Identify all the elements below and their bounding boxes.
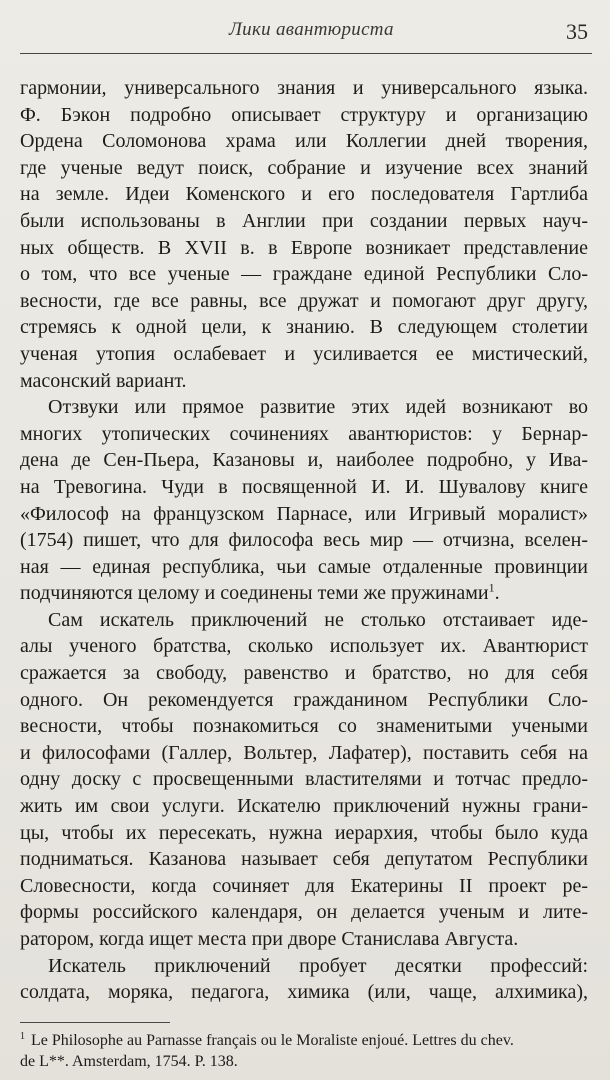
text-line: Искатель приключений пробует десятки профессий: [48,954,588,977]
text-line: были использованы в Англии при создании первых науч- [20,209,588,232]
text-line: одного. Он рекомендуется гражданином Республики Сло- [20,688,588,711]
running-title: Лики авантюриста [229,19,394,40]
text-line: подниматься. Казанова называет себя депутатом Республики [20,848,588,871]
text-line: жить им свои услуги. Искателю приключений нужны грани- [20,795,588,818]
text-line: Ордена Соломонова храма или Коллегии дней творения, [20,130,588,153]
page-number: 35 [566,19,588,44]
header-rule [20,53,592,54]
text-line: алы ученого братства, сколько использует их. Авантюрист [20,635,588,658]
text-line: ных обществ. В XVII в. в Европе возникает представление [20,236,588,259]
footnote-reference: 1 [488,580,495,595]
footnote-line: de L**. Amsterdam, 1754. P. 138. [20,1053,238,1070]
text-line: на Тревогина. Чуди в посвященной И. И. Шувалову книге [20,475,588,498]
text-line: солдата, моряка, педагога, химика (или, чаще, алхимика), [20,981,588,1004]
text-line: «Философ на французском Парнасе, или Игривый моралист» [20,502,588,525]
text-line: Сам искатель приключений не столько отстаивает иде- [48,608,588,631]
main-text [20,75,588,1006]
text-line: дена де Сен-Пьера, Казановы и, наиболее подробно, у Ива- [20,449,588,472]
text-line: и философами (Галлер, Вольтер, Лафатер), поставить себя на [20,741,588,764]
text-line-with-footnote: подчиняются целому и соединены теми же пружинами$^1$. [20,580,500,605]
text-line: гармонии, универсального знания и универсального языка. [20,77,588,99]
text-line: стремясь к одной цели, к знанию. В следующем столетии [20,316,588,339]
footnote-rule [20,1022,170,1023]
text-line: на земле. Идеи Коменского и его последователя Гартлиба [20,183,588,206]
text-line-content: подчиняются целому и соединены теми же пружинами [20,582,489,605]
text-line: многих утопических сочинениях авантюристов: у Бернар- [20,422,588,445]
text-line: Словесности, когда сочиняет для Екатерины II проект ре- [20,874,588,897]
footnote [20,1030,590,1072]
text-line: Ф. Бэкон подробно описывает структуру и организацию [20,103,588,126]
text-line: ратором, когда ищет места при дворе Станислава Августа. [20,928,519,950]
text-line: Отзвуки или прямое развитие этих идей возникают во [48,396,588,419]
text-line: цы, чтобы их пересекать, нужна иерархия, чтобы было куда [20,821,588,844]
text-line: где ученые ведут поиск, собрание и изучение всех знаний [20,156,588,179]
text-line: формы российского календаря, он делается ученым и лите- [20,901,588,924]
text-line: (1754) пишет, что для философа весь мир — отчизна, вселен- [20,529,588,552]
text-line: одну доску с просвещенными властителями и тотчас предло- [20,768,588,791]
text-line: весности, где все равны, все дружат и помогают друг другу, [20,289,588,312]
footnote-text: Le Philosophe au Parnasse français ou le Moraliste enjoué. Lettres du chev. [31,1032,514,1049]
text-line: масонский вариант. [20,369,187,392]
footnote-marker: 1 [20,1030,25,1042]
text-line: сражается за свободу, равенство и братство, но для себя [20,662,588,685]
text-line: ная — единая республика, чьи самые отдаленные провинции [20,555,588,578]
text-line: весности, чтобы познакомиться со знаменитыми учеными [20,715,588,738]
text-line: о том, что все ученые — граждане единой Республики Сло- [20,263,588,286]
text-line: ученая утопия ослабевает и усиливается ее мистический, [20,342,588,365]
footnote-line [20,1030,590,1051]
